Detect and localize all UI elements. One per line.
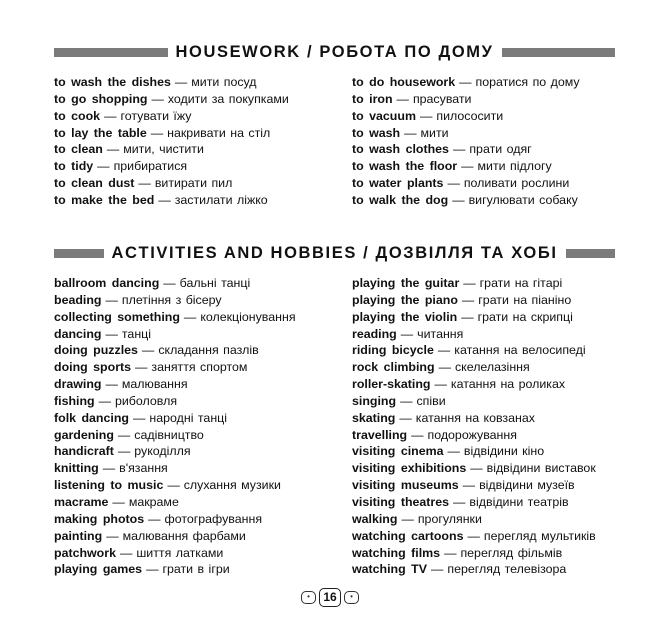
vocab-entry [352,292,596,309]
header-bar-right [502,48,616,57]
vocab-dash: — [452,192,465,207]
vocab-entry [352,494,596,511]
vocab-entry [352,141,580,158]
vocab-term: listening to music [54,478,164,493]
vocab-dash: — [150,125,164,140]
vocab-entry [352,91,580,108]
vocab-entry [54,460,296,477]
vocab-translation: катання на ковзанах [415,410,535,425]
vocab-term: doing puzzles [54,343,138,358]
vocab-entry [352,443,596,460]
vocab-entry [352,545,596,562]
vocab-entry [352,477,596,494]
vocab-translation: риболовля [115,393,178,408]
vocab-entry [54,158,289,175]
vocab-dash: — [158,192,171,207]
vocab-dash: — [404,125,417,140]
vocab-term: skating [352,410,396,425]
hobbies-header [54,242,615,264]
vocab-term: drawing [54,377,102,392]
vocab-term: to lay the table [54,125,147,140]
vocab-term: roller-skating [352,377,431,392]
header-bar-left [54,48,168,57]
vocab-translation: бальні танці [179,276,251,290]
vocab-term: folk dancing [54,410,129,425]
vocab-translation: співи [416,393,446,408]
vocab-term: gardening [54,427,114,442]
vocab-entry [54,292,296,309]
vocab-translation: перегляд телевізора [447,562,567,577]
page-number [300,587,360,607]
vocab-term: playing the guitar [352,276,460,290]
vocab-translation: скелелазіння [454,360,530,375]
vocab-term: to clean dust [54,176,135,191]
vocab-translation: колекціонування [200,309,296,324]
vocab-dash: — [163,276,176,290]
vocab-term: to do housework [352,75,456,89]
vocab-entry [54,108,289,125]
vocab-entry [352,359,596,376]
vocab-translation: грати на гітарі [479,276,563,290]
vocab-translation: накривати на стіл [167,125,271,140]
vocab-dash: — [148,511,161,526]
vocab-term: beading [54,292,102,307]
vocab-term: to walk the dog [352,192,449,207]
vocab-entry [352,125,580,142]
vocab-term: travelling [352,427,408,442]
vocab-dash: — [438,360,451,375]
vocab-entry [54,175,289,192]
vocab-entry [352,511,596,528]
vocab-dash: — [104,108,117,123]
vocab-entry [54,125,289,142]
vocab-translation: заняття спортом [151,360,248,375]
vocab-translation: прогулянки [417,511,482,526]
vocab-entry [352,175,580,192]
vocab-entry [54,326,296,343]
vocab-dash: — [106,142,120,157]
vocab-dash: — [434,377,447,392]
vocab-dash: — [174,75,188,89]
vocab-translation: плетіння з бісеру [121,292,222,307]
vocab-dash: — [98,393,111,408]
vocab-translation: фотографування [164,511,263,526]
vocab-entry [352,326,596,343]
vocab-term: watching TV [352,562,427,577]
vocab-term: fishing [54,393,95,408]
vocab-term: to iron [352,91,393,106]
vocab-term: playing games [54,562,143,577]
vocab-term: riding bicycle [352,343,434,358]
vocab-translation: мити, чистити [123,142,204,157]
vocab-dash: — [419,108,433,123]
vocab-translation: читання [417,326,464,341]
vocab-term: reading [352,326,397,341]
vocab-entry [54,192,289,209]
vocab-term: watching films [352,545,441,560]
vocab-translation: відвідини кіно [463,444,545,459]
vocab-entry [352,410,596,427]
vocab-entry [54,74,289,91]
vocab-term: to clean [54,142,103,157]
vocab-term: to wash the dishes [54,75,171,89]
vocab-entry [352,342,596,359]
housework-list-left [54,74,289,209]
vocab-dash: — [459,75,472,89]
vocab-dash: — [102,461,116,476]
vocab-entry [352,393,596,410]
vocab-dash: — [411,427,424,442]
vocab-translation: мити посуд [191,75,257,89]
vocab-term: playing the piano [352,292,458,307]
vocab-translation: витирати пил [154,176,233,191]
vocab-translation: грати на скрипці [477,309,573,324]
vocab-entry [352,158,580,175]
vocab-translation: слухання музики [183,478,281,493]
vocab-dash: — [167,478,180,493]
vocab-dash: — [151,91,164,106]
vocab-term: patchwork [54,545,116,560]
vocab-translation: рукоділля [134,444,191,459]
vocab-term: visiting cinema [352,444,444,459]
vocab-dash: — [430,562,444,577]
vocab-term: dancing [54,326,102,341]
vocab-translation: складання пазлів [158,343,259,358]
vocab-entry [352,528,596,545]
vocab-dash: — [400,326,414,341]
vocab-term: making photos [54,511,145,526]
page-number-value: 16 [319,588,341,607]
vocab-entry [54,477,296,494]
vocab-dash: — [470,461,483,476]
vocab-dash: — [146,562,159,577]
vocab-term: to make the bed [54,192,155,207]
housework-list-right [352,74,580,209]
vocab-entry [54,393,296,410]
vocab-dash: — [135,360,148,375]
vocab-dash: — [97,159,110,174]
vocab-dash: — [119,545,133,560]
vocab-entry [54,494,296,511]
vocab-translation: макраме [128,494,179,509]
header-bar-left [54,249,104,258]
vocab-term: handicraft [54,444,114,459]
vocab-term: rock climbing [352,360,435,375]
vocab-dash: — [447,444,460,459]
vocab-translation: катання на роликах [450,377,566,392]
vocab-term: visiting theatres [352,494,450,509]
vocab-translation: танці [121,326,152,341]
vocab-entry [54,511,296,528]
vocab-translation: катання на велосипеді [454,343,586,358]
vocab-translation: перегляд мультиків [483,528,596,543]
vocab-translation: перегляд фільмів [460,545,563,560]
vocab-entry [352,108,580,125]
vocab-dash: — [401,511,414,526]
vocab-term: walking [352,511,398,526]
vocab-term: collecting something [54,309,180,324]
vocab-dash: — [112,494,125,509]
vocab-term: painting [54,528,103,543]
hobbies-list-right [352,275,596,578]
vocab-dash: — [463,276,476,290]
vocab-dash: — [447,176,460,191]
vocab-dash: — [105,292,118,307]
vocab-translation: в'язання [119,461,168,476]
page-marker-left-icon: • [301,591,316,604]
vocab-term: watching cartoons [352,528,464,543]
vocab-term: to water plants [352,176,444,191]
vocab-translation: шиття латками [136,545,224,560]
vocab-entry [54,427,296,444]
vocab-entry [54,561,296,578]
vocab-entry [54,309,296,326]
vocab-dash: — [437,343,451,358]
vocab-translation: грати в ігри [162,562,230,577]
vocab-translation: поливати рослини [463,176,570,191]
vocab-entry [352,309,596,326]
vocab-entry [352,74,580,91]
vocab-entry [352,376,596,393]
vocab-term: to wash clothes [352,142,449,157]
vocab-translation: відвідини театрів [469,494,569,509]
vocab-term: macrame [54,494,109,509]
vocab-dash: — [462,478,476,493]
vocab-translation: грати на піаніно [478,292,572,307]
vocab-entry [352,275,596,292]
vocab-entry [54,528,296,545]
hobbies-list-left [54,275,296,578]
vocab-entry [54,141,289,158]
vocab-translation: прасувати [412,91,472,106]
vocab-translation: народні танці [149,410,228,425]
vocab-term: to wash the floor [352,159,458,174]
vocab-dash: — [138,176,151,191]
vocab-entry [54,91,289,108]
vocab-dash: — [396,91,409,106]
vocab-dash: — [461,309,474,324]
vocab-entry [54,410,296,427]
vocab-term: playing the violin [352,309,458,324]
vocab-dash: — [105,377,118,392]
vocab-dash: — [132,410,146,425]
vocab-entry [54,342,296,359]
vocab-entry [54,275,296,292]
vocab-term: ballroom dancing [54,276,160,290]
vocab-dash: — [117,427,131,442]
vocab-dash: — [461,292,475,307]
vocab-translation: мити [420,125,449,140]
vocab-translation: пилососити [436,108,504,123]
vocab-dash: — [117,444,131,459]
vocab-dash: — [399,410,412,425]
vocab-entry [352,427,596,444]
vocab-term: visiting museums [352,478,459,493]
vocab-dash: — [452,142,466,157]
vocab-entry [54,359,296,376]
vocab-translation: поратися по дому [475,75,580,89]
vocab-term: to cook [54,108,101,123]
vocab-entry [54,545,296,562]
vocab-translation: відвідини музеїв [479,478,575,493]
vocab-term: to tidy [54,159,94,174]
vocab-dash: — [106,528,119,543]
vocab-dash: — [461,159,474,174]
vocab-term: knitting [54,461,99,476]
vocab-entry [352,561,596,578]
vocab-translation: подорожування [427,427,517,442]
vocab-dash: — [105,326,118,341]
vocab-entry [54,376,296,393]
vocab-dash: — [400,393,413,408]
vocab-translation: садівництво [134,427,204,442]
vocab-entry [352,192,580,209]
header-bar-right [566,249,616,258]
vocab-dash: — [467,528,480,543]
vocab-translation: малювання фарбами [122,528,246,543]
vocab-dash: — [141,343,155,358]
vocab-term: to vacuum [352,108,416,123]
vocab-term: to wash [352,125,401,140]
housework-title: HOUSEWORK / РОБОТА ПО ДОМУ [175,42,494,61]
vocab-translation: прати одяг [469,142,532,157]
vocab-dash: — [183,309,197,324]
vocab-translation: малювання [121,377,188,392]
vocab-term: visiting exhibitions [352,461,467,476]
vocab-term: to go shopping [54,91,148,106]
page-marker-right-icon: • [344,591,359,604]
vocab-term: doing sports [54,360,132,375]
vocab-entry [352,460,596,477]
vocab-translation: прибиратися [113,159,188,174]
hobbies-title: ACTIVITIES AND HOBBIES / ДОЗВІЛЛЯ ТА ХОБІ [111,243,558,262]
vocab-translation: готувати їжу [120,108,192,123]
vocab-translation: ходити за покупками [167,91,289,106]
vocab-translation: вигулювати собаку [468,192,578,207]
vocab-translation: відвідини виставок [486,461,596,476]
vocab-translation: застилати ліжко [174,192,268,207]
vocab-dash: — [444,545,457,560]
vocab-term: singing [352,393,397,408]
vocab-dash: — [453,494,466,509]
housework-header [54,41,615,63]
vocab-translation: мити підлогу [477,159,552,174]
vocab-entry [54,443,296,460]
